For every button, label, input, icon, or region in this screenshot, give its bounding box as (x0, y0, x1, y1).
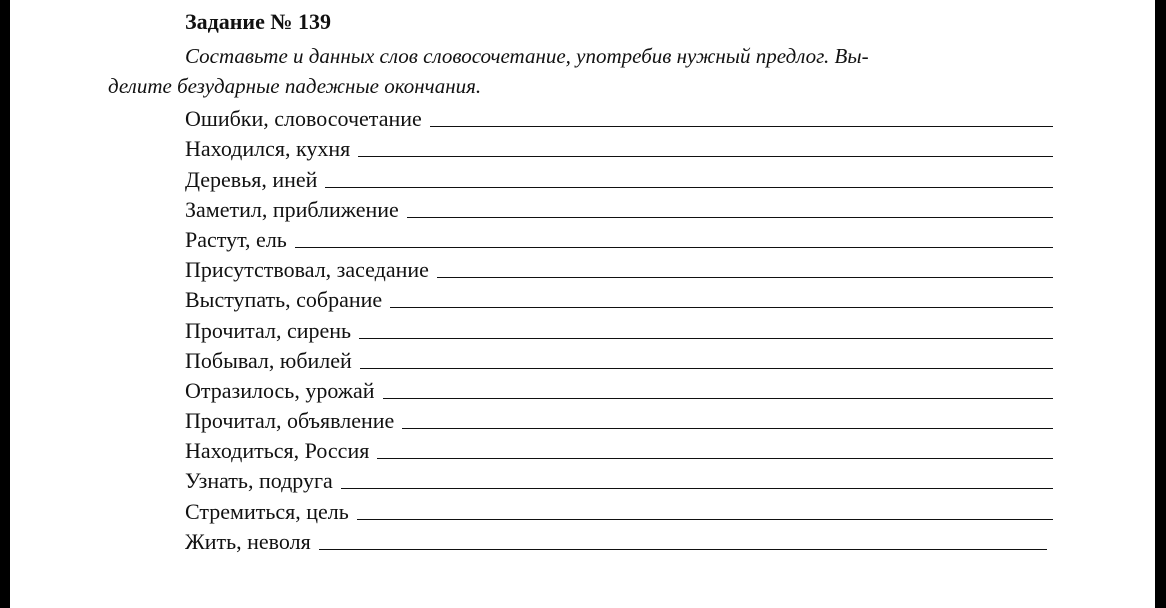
answer-line[interactable] (341, 488, 1053, 489)
exercise-row (185, 252, 1053, 282)
exercise-row (185, 101, 1053, 131)
word-pair: Жить, неволя (185, 528, 311, 554)
word-pair: Прочитал, объявление (185, 408, 395, 434)
exercise-row (185, 403, 1053, 433)
answer-line[interactable] (319, 549, 1047, 550)
instruction-line-2: делите безударные падежные окончания. (108, 74, 482, 98)
word-pair: Узнать, подруга (185, 468, 333, 494)
answer-line[interactable] (437, 277, 1053, 278)
exercise-row (185, 282, 1053, 312)
exercise-list (185, 101, 1053, 554)
answer-line[interactable] (357, 519, 1053, 520)
word-pair: Присутствовал, заседание (185, 257, 429, 283)
answer-line[interactable] (402, 428, 1053, 429)
answer-line[interactable] (358, 156, 1053, 157)
word-pair: Заметил, приближение (185, 196, 399, 222)
exercise-row (185, 493, 1053, 523)
exercise-row (185, 463, 1053, 493)
answer-line[interactable] (359, 338, 1053, 339)
exercise-row (185, 524, 1053, 554)
word-pair: Находиться, Россия (185, 438, 370, 464)
exercise-row (185, 373, 1053, 403)
word-pair: Прочитал, сирень (185, 317, 352, 343)
word-pair: Побывал, юбилей (185, 347, 352, 373)
word-pair: Растут, ель (185, 226, 287, 252)
answer-line[interactable] (295, 247, 1053, 248)
answer-line[interactable] (325, 187, 1053, 188)
answer-line[interactable] (377, 458, 1053, 459)
exercise-row (185, 433, 1053, 463)
word-pair: Отразилось, урожай (185, 377, 375, 403)
word-pair: Деревья, иней (185, 166, 318, 192)
exercise-row (185, 222, 1053, 252)
exercise-row (185, 161, 1053, 191)
answer-line[interactable] (430, 126, 1053, 127)
answer-line[interactable] (407, 217, 1053, 218)
exercise-row (185, 131, 1053, 161)
instruction-line-1: Составьте и данных слов словосочетание, употребив нужный предлог. Вы- (185, 44, 869, 68)
exercise-row (185, 312, 1053, 342)
word-pair: Ошибки, словосочетание (185, 106, 422, 132)
exercise-row (185, 192, 1053, 222)
answer-line[interactable] (383, 398, 1053, 399)
word-pair: Стремиться, цель (185, 498, 349, 524)
word-pair: Выступать, собрание (185, 287, 383, 313)
answer-line[interactable] (390, 307, 1053, 308)
exercise-row (185, 343, 1053, 373)
word-pair: Находился, кухня (185, 136, 351, 162)
answer-line[interactable] (360, 368, 1053, 369)
task-title: Задание № 139 (185, 9, 331, 34)
worksheet-page (10, 0, 1155, 608)
